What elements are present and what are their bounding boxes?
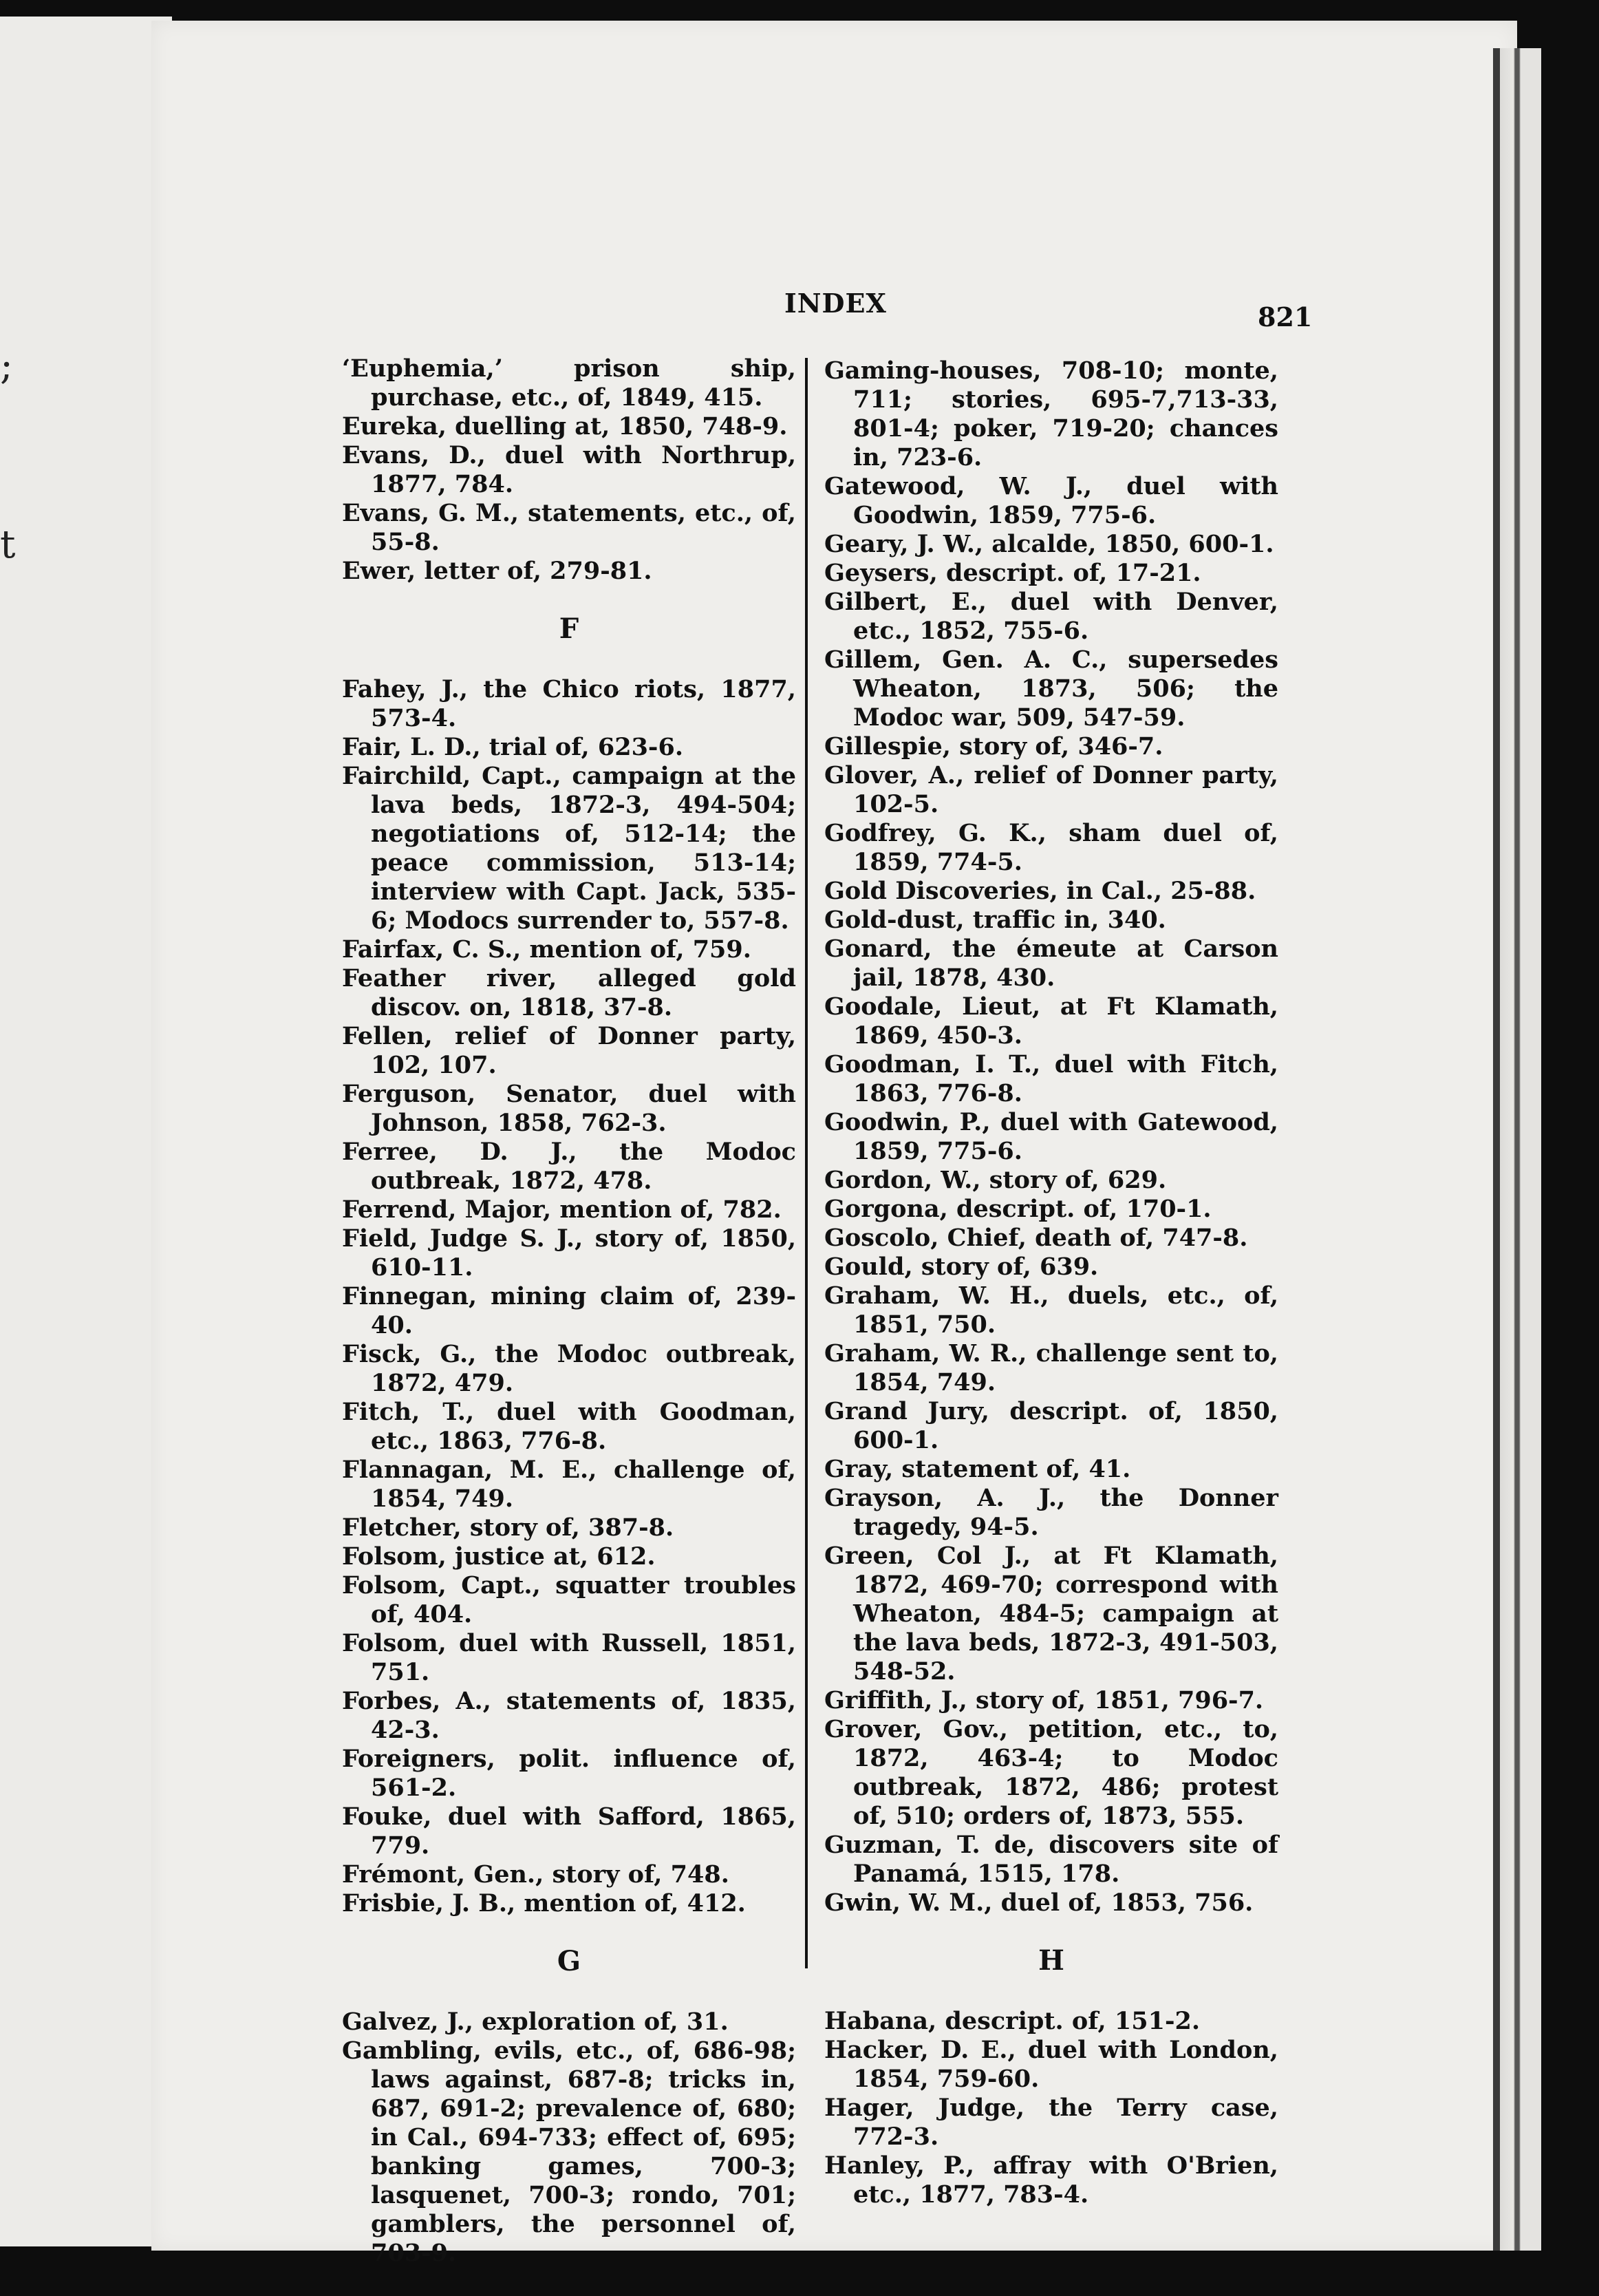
margin-mark: ; — [0, 343, 13, 388]
section-letter: F — [559, 613, 579, 645]
index-entry: Hanley, P., affray with O'Brien, etc., 1877, 783-4. — [824, 2151, 1278, 2209]
index-entry: Habana, descript. of, 151-2. — [824, 2007, 1201, 2035]
index-entry: Gold-dust, traffic in, 340. — [824, 906, 1166, 934]
index-entry: Fitch, T., duel with Goodman, etc., 1863, 776-8. — [342, 1398, 796, 1455]
index-entry: Gorgona, descript. of, 170-1. — [824, 1195, 1212, 1223]
index-entry: Guzman, T. de, discovers site of Panamá, 1515, 178. — [824, 1831, 1278, 1888]
index-entry: Fouke, duel with Safford, 1865, 779. — [342, 1803, 796, 1860]
index-entry: Gillespie, story of, 346-7. — [824, 732, 1163, 761]
running-head: INDEX — [784, 288, 887, 319]
index-entry: Goscolo, Chief, death of, 747-8. — [824, 1224, 1248, 1252]
index-entry: Green, Col J., at Ft Klamath, 1872, 469-70; correspond with Wheaton, 484-5; campaign at the lava beds, 1872-3, 491-503, 548-52. — [824, 1542, 1278, 1686]
index-entry: Gold Discoveries, in Cal., 25-88. — [824, 877, 1256, 905]
index-entry: Ferguson, Senator, duel with Johnson, 1858, 762-3. — [342, 1080, 796, 1137]
index-entry: Evans, D., duel with Northrup, 1877, 784. — [342, 441, 796, 498]
index-entry: Griffith, J., story of, 1851, 796-7. — [824, 1686, 1264, 1714]
index-entry: Gambling, evils, etc., of, 686-98; laws against, 687-8; tricks in, 687, 691-2; prevalence of, 680; in Cal., 694-733; effect of, 695; banking games, 700-3; lasquenet, 700-3; rondo, 701; gamblers, the personnel of, 703-9. — [342, 2037, 796, 2267]
index-entry: Hacker, D. E., duel with London, 1854, 759-60. — [824, 2036, 1278, 2093]
index-entry: Graham, W. H., duels, etc., of, 1851, 750. — [824, 1282, 1278, 1339]
index-entry: Goodman, I. T., duel with Fitch, 1863, 776-8. — [824, 1050, 1278, 1107]
index-entry: Forbes, A., statements of, 1835, 42-3. — [342, 1687, 796, 1744]
book-page-edge — [1493, 48, 1541, 2251]
index-entry: Geary, J. W., alcalde, 1850, 600-1. — [824, 530, 1274, 558]
page-number: 821 — [1258, 301, 1313, 332]
index-entry: Gordon, W., story of, 629. — [824, 1166, 1167, 1194]
section-letter: H — [1038, 1944, 1064, 1977]
index-entry: Fair, L. D., trial of, 623-6. — [342, 733, 683, 761]
index-entry: Graham, W. R., challenge sent to, 1854, 749. — [824, 1339, 1278, 1396]
index-entry: Gillem, Gen. A. C., supersedes Wheaton, 1873, 506; the Modoc war, 509, 547-59. — [824, 646, 1278, 732]
index-entry: Gaming-houses, 708-10; monte, 711; stories, 695-7,713-33, 801-4; poker, 719-20; chances in, 723-6. — [824, 357, 1278, 471]
column-divider — [805, 358, 808, 1968]
index-entry: Fahey, J., the Chico riots, 1877, 573-4. — [342, 675, 796, 732]
index-entry: Evans, G. M., statements, etc., of, 55-8. — [342, 499, 796, 556]
index-entry: Fellen, relief of Donner party, 102, 107. — [342, 1022, 796, 1079]
index-entry: Folsom, Capt., squatter troubles of, 404. — [342, 1571, 796, 1628]
index-entry: Fletcher, story of, 387-8. — [342, 1513, 674, 1542]
index-column-right — [824, 357, 1278, 2209]
previous-page-edge — [0, 17, 172, 2246]
index-entry: Folsom, duel with Russell, 1851, 751. — [342, 1629, 796, 1686]
index-entry: ‘Euphemia,’ prison ship, purchase, etc., of, 1849, 415. — [342, 354, 796, 412]
index-entry: Flannagan, M. E., challenge of, 1854, 749. — [342, 1456, 796, 1513]
index-column-left — [342, 354, 796, 2268]
index-entry: Gray, statement of, 41. — [824, 1455, 1131, 1483]
index-entry: Foreigners, polit. influence of, 561-2. — [342, 1745, 796, 1802]
index-entry: Frémont, Gen., story of, 748. — [342, 1860, 729, 1889]
index-entry: Finnegan, mining claim of, 239-40. — [342, 1282, 796, 1339]
index-entry: Folsom, justice at, 612. — [342, 1542, 656, 1571]
index-entry: Godfrey, G. K., sham duel of, 1859, 774-5. — [824, 819, 1278, 876]
index-entry: Ferrend, Major, mention of, 782. — [342, 1195, 782, 1224]
index-entry: Goodwin, P., duel with Gatewood, 1859, 775-6. — [824, 1108, 1278, 1165]
index-entry: Gwin, W. M., duel of, 1853, 756. — [824, 1889, 1254, 1917]
index-entry: Fairchild, Capt., campaign at the lava beds, 1872-3, 494-504; negotiations of, 512-14; the peace commission, 513-14; interview with Capt. Jack, 535-6; Modocs surrender to, 557-8. — [342, 762, 796, 935]
index-entry: Gilbert, E., duel with Denver, etc., 1852, 755-6. — [824, 588, 1278, 645]
margin-mark: t — [0, 522, 16, 567]
index-entry: Field, Judge S. J., story of, 1850, 610-11. — [342, 1224, 796, 1282]
index-entry: Fisck, G., the Modoc outbreak, 1872, 479. — [342, 1340, 796, 1397]
index-entry: Frisbie, J. B., mention of, 412. — [342, 1889, 746, 1917]
index-entry: Glover, A., relief of Donner party, 102-5. — [824, 761, 1278, 818]
index-entry: Ewer, letter of, 279-81. — [342, 557, 652, 585]
index-entry: Grover, Gov., petition, etc., to, 1872, 463-4; to Modoc outbreak, 1872, 486; protest of, 510; orders of, 1873, 555. — [824, 1715, 1278, 1830]
index-entry: Gatewood, W. J., duel with Goodwin, 1859, 775-6. — [824, 472, 1278, 529]
index-entry: Hager, Judge, the Terry case, 772-3. — [824, 2094, 1278, 2151]
index-entry: Fairfax, C. S., mention of, 759. — [342, 935, 751, 964]
index-entry: Gould, story of, 639. — [824, 1253, 1099, 1281]
index-entry: Grayson, A. J., the Donner tragedy, 94-5. — [824, 1484, 1278, 1541]
section-letter: G — [557, 1945, 581, 1977]
index-entry: Feather river, alleged gold discov. on, 1818, 37-8. — [342, 964, 796, 1021]
index-entry: Galvez, J., exploration of, 31. — [342, 2008, 729, 2036]
index-entry: Goodale, Lieut, at Ft Klamath, 1869, 450-3. — [824, 992, 1278, 1050]
index-entry: Grand Jury, descript. of, 1850, 600-1. — [824, 1397, 1278, 1454]
index-entry: Ferree, D. J., the Modoc outbreak, 1872, 478. — [342, 1138, 796, 1195]
index-entry: Geysers, descript. of, 17-21. — [824, 559, 1201, 587]
index-entry: Eureka, duelling at, 1850, 748-9. — [342, 412, 788, 440]
index-entry: Gonard, the émeute at Carson jail, 1878, 430. — [824, 935, 1278, 992]
